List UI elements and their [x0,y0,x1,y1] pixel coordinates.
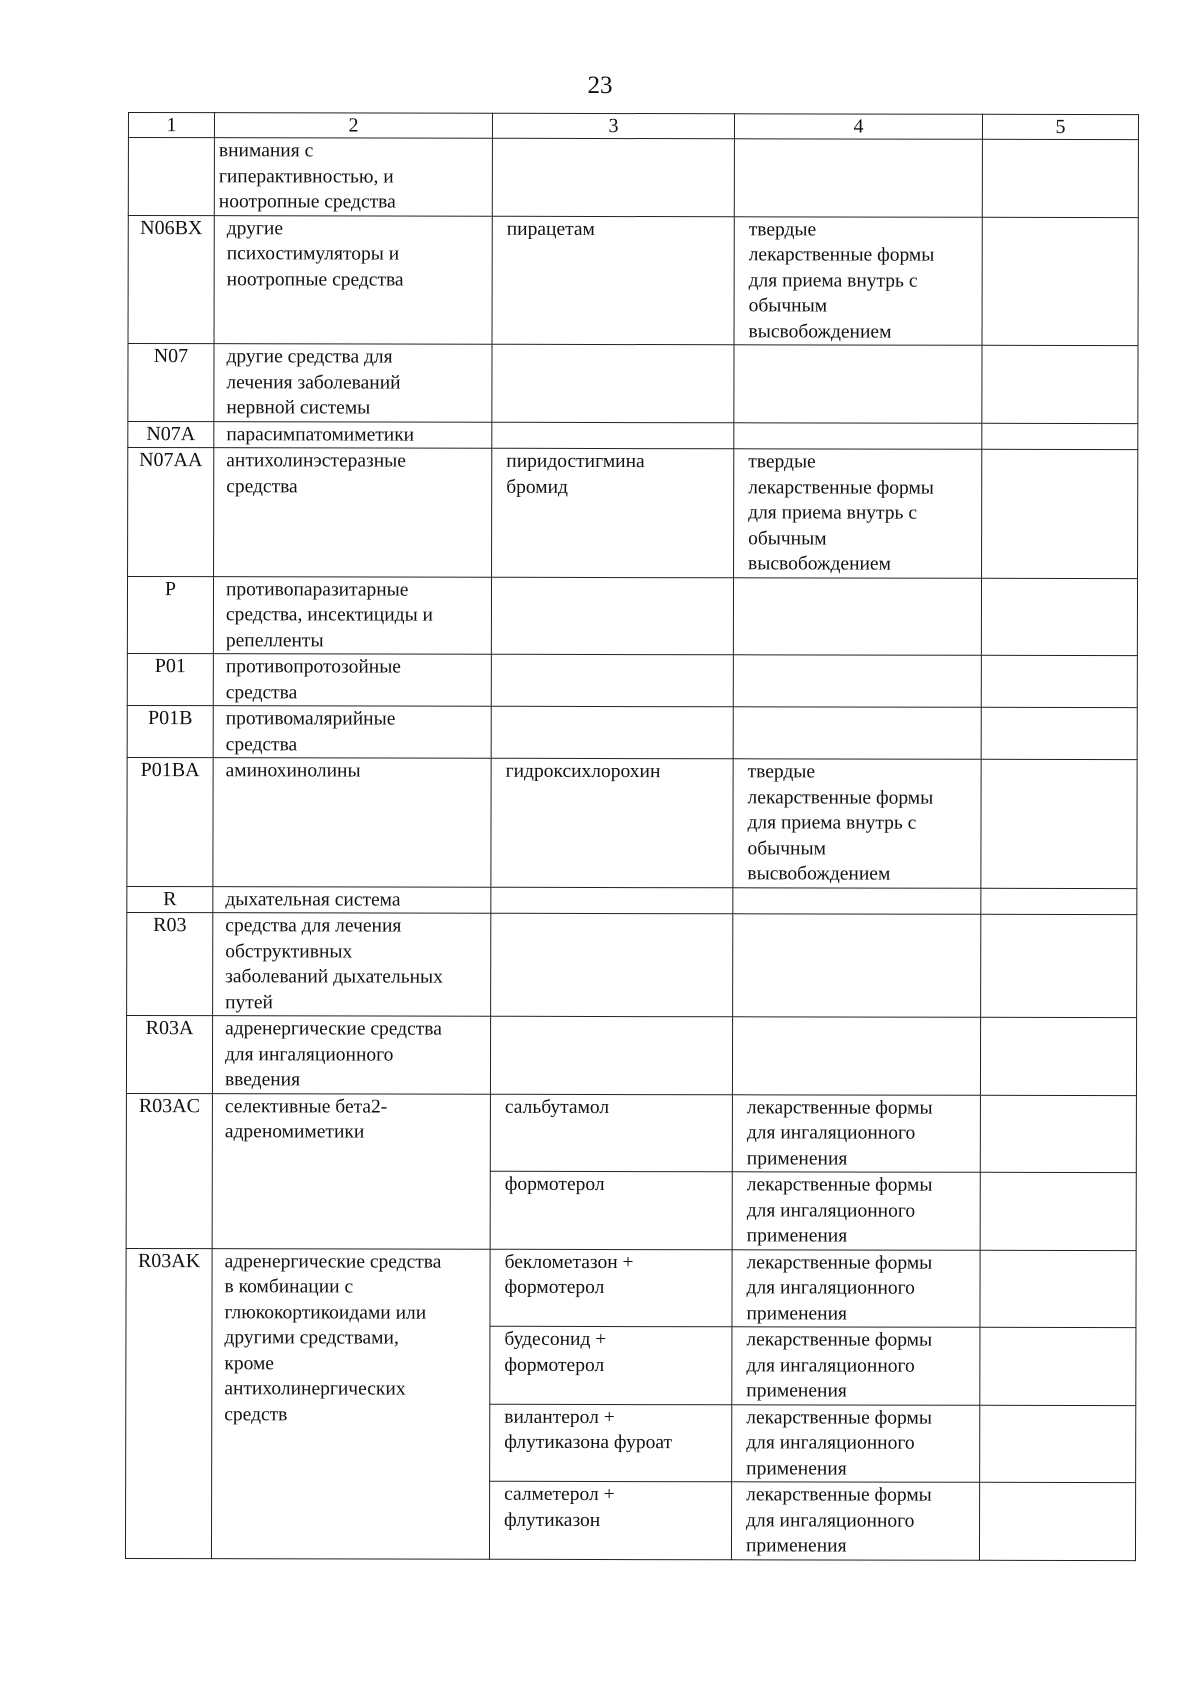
inn-cell-line: вилантерол + [504,1406,615,1428]
header-cell-note: 5 [982,114,1138,139]
form-cell [732,1249,980,1327]
group-cell-line: ноотропные средства [218,191,396,213]
form-cell-line: обычным [748,295,828,317]
table-row [128,138,1138,218]
group-cell-line: средства [226,475,298,497]
group-cell-line: другими средствами, [224,1327,399,1349]
form-cell [732,1094,980,1172]
form-cell [733,577,981,655]
atc-code-cell: N07AA [128,448,214,577]
atc-code-cell: N06BX [128,215,214,344]
form-cell-line: применения [746,1225,848,1247]
inn-cell-line: гидроксихлорохин [505,760,661,783]
table-body [125,113,1138,1561]
note-cell [982,345,1138,423]
inn-cell [491,577,733,655]
note-cell [980,1017,1136,1095]
form-cell-line: высвобождением [748,553,891,575]
inn-cell [490,1171,732,1249]
header-cell-form: 4 [734,114,982,140]
group-cell [211,1248,490,1559]
table-row [127,653,1137,707]
inn-cell [489,1481,731,1559]
group-cell [212,1093,490,1249]
form-cell [732,1017,980,1095]
group-cell-line: другие [226,217,284,239]
inn-cell [492,138,734,216]
header-cell-code: 1 [128,113,214,138]
note-cell [981,759,1137,888]
form-cell [734,216,982,345]
atc-code-cell: R03A [126,1015,212,1093]
form-cell-line: применения [746,1147,848,1170]
page-number: 23 [587,72,613,99]
inn-cell-line: пиридостигмина [506,450,645,473]
form-cell-line: применения [746,1457,847,1480]
group-cell-line: заболеваний дыхательных [225,966,443,988]
form-cell-line: применения [746,1302,848,1325]
group-cell-line: антихолинэстеразные [226,450,406,472]
group-cell-line: репелленты [225,629,324,651]
inn-cell-line: беклометазон + [504,1251,634,1273]
group-cell [212,1016,490,1094]
group-cell-line: противопротозойные [225,656,401,678]
form-cell-line: твердые [748,451,816,473]
table-row [128,421,1138,450]
note-cell [982,423,1138,450]
group-cell [214,138,492,216]
group-cell-line: обструктивных [225,940,353,962]
atc-code-cell: R [127,886,213,913]
table-row [128,448,1138,579]
form-cell-line: применения [745,1535,847,1557]
table-row [126,1093,1136,1173]
table-row [127,705,1137,759]
group-cell-line: психостимуляторы и [226,243,400,265]
inn-cell [490,1016,732,1094]
note-cell [982,449,1138,578]
note-cell [981,914,1137,1017]
form-cell [733,707,981,760]
drug-table [125,112,1139,1561]
form-cell-line: лекарственные формы [746,1096,933,1119]
table-row [127,886,1137,915]
atc-code-cell: R03AC [126,1093,212,1248]
atc-code-cell: N07A [128,421,214,448]
group-cell-line: селективные бета2- [224,1095,388,1118]
form-cell [733,887,981,914]
note-cell [980,1250,1136,1328]
group-cell-line: ноотропные средства [226,268,404,291]
group-cell [214,215,492,344]
inn-cell [491,706,733,759]
inn-cell [491,758,733,887]
group-cell-line: антихолинергических [224,1378,406,1400]
group-cell-line: средства [225,681,298,703]
atc-code-cell: R03 [127,912,213,1015]
group-cell-line: путей [225,991,273,1013]
inn-cell [492,448,734,577]
form-cell-line: лекарственные формы [746,1406,932,1429]
group-cell [213,913,491,1017]
form-cell-line: высвобождением [748,320,892,343]
inn-cell [492,422,734,449]
form-cell-line: для приема внутрь с [748,502,918,524]
inn-cell [492,216,734,345]
group-cell-line: внимания с [218,140,314,162]
table-row [127,757,1137,888]
form-cell-line: обычным [748,527,827,549]
header-cell-inn: 3 [492,113,734,139]
group-cell-line: средства, инсектициды и [225,604,434,626]
group-cell [214,344,492,422]
note-cell [981,655,1137,707]
header-row [128,113,1138,140]
inn-cell [491,654,733,707]
form-cell-line: твердые [747,761,816,783]
form-cell-line: твердые [748,218,817,240]
form-cell [734,345,982,423]
form-cell [732,1404,980,1482]
form-cell-line: лекарственные формы [746,1174,933,1196]
group-cell-line: гиперактивностью, и [218,165,394,188]
group-cell-line: дыхательная система [225,888,401,911]
atc-code-cell: P01BA [127,757,213,886]
inn-cell [490,1249,732,1327]
form-cell-line: для ингаляционного [746,1277,915,1299]
inn-cell-line: формотерол [504,1354,605,1376]
group-cell-line: адренергические средства [224,1250,442,1273]
table-row [127,912,1137,1017]
group-cell-line: нервной системы [226,397,371,419]
form-cell-line: обычным [747,837,826,859]
table-row [126,1248,1136,1328]
note-cell [979,1482,1135,1560]
group-cell-line: парасимпатомиметики [226,423,415,446]
form-cell-line: применения [746,1380,847,1402]
inn-cell [490,1326,732,1404]
atc-code-cell: P01B [127,705,213,757]
form-cell-line: для ингаляционного [746,1122,916,1144]
form-cell [733,655,981,708]
group-cell [213,706,491,759]
form-cell-line: лекарственные формы [746,1251,933,1274]
table-row [128,344,1138,424]
atc-code-cell [128,138,214,216]
inn-cell-line: формотерол [504,1276,605,1299]
inn-cell-line: пирацетам [506,218,595,240]
inn-cell-line: салметерол + [504,1483,615,1506]
form-cell [734,449,982,578]
group-cell-line: аминохинолины [225,760,361,782]
note-cell [982,139,1138,217]
form-cell [734,422,982,449]
inn-cell-line: будесонид + [504,1328,607,1351]
inn-cell-line: сальбутамол [504,1096,610,1118]
note-cell [981,707,1137,759]
group-cell [213,654,491,707]
form-cell-line: для ингаляционного [746,1432,915,1454]
group-cell-line: противопаразитарные [225,578,409,601]
form-cell [731,1482,979,1560]
atc-code-cell: N07 [128,344,214,422]
form-cell [732,1327,980,1405]
group-cell [214,448,492,577]
form-cell-line: для ингаляционного [746,1199,916,1222]
form-cell-line: лекарственные формы [747,786,934,809]
form-cell-line: высвобождением [747,863,891,885]
group-cell-line: для ингаляционного [225,1043,394,1066]
form-cell-line: для ингаляционного [746,1354,915,1377]
form-cell [733,914,981,1018]
form-cell-line: для ингаляционного [746,1509,915,1532]
note-cell [980,1095,1136,1173]
atc-code-cell: P [127,576,213,654]
note-cell [982,217,1138,346]
table-row [128,215,1138,346]
group-cell-line: адренергические средства [225,1018,442,1040]
group-cell-line: другие средства для [226,346,393,368]
form-cell-line: для приема внутрь с [747,812,917,834]
group-cell-line: в комбинации с [224,1276,354,1298]
group-cell-line: глюкокортикоидами или [224,1301,427,1324]
form-cell [732,1172,980,1250]
form-cell-line: лекарственные формы [748,476,934,499]
group-cell-line: средства [225,733,298,755]
header-cell-group: 2 [214,113,492,139]
note-cell [980,1327,1136,1405]
group-cell-line: средств [224,1403,288,1425]
inn-cell [492,344,734,422]
group-cell-line: противомалярийные [225,708,396,730]
inn-cell [490,1404,732,1482]
group-cell [213,886,491,913]
note-cell [980,1405,1136,1483]
group-cell-line: адреномиметики [224,1121,365,1143]
inn-cell-line: бромид [506,476,568,498]
note-cell [981,888,1137,915]
group-cell-line: кроме [224,1352,275,1374]
form-cell [733,759,981,888]
inn-cell-line: формотерол [504,1173,605,1196]
form-cell-line: для приема внутрь с [748,269,918,292]
group-cell [213,758,491,887]
group-cell-line: введения [224,1069,301,1091]
inn-cell-line: флутиказона фуроат [504,1431,673,1454]
form-cell-line: лекарственные формы [746,1484,932,1506]
group-cell [213,576,491,654]
inn-cell [490,1094,732,1172]
form-cell-line: лекарственные формы [746,1329,933,1351]
table-row [126,1015,1136,1095]
note-cell [981,578,1137,656]
group-cell-line: лечения заболеваний [226,371,401,394]
group-cell-line: средства для лечения [225,915,402,937]
inn-cell [491,887,733,914]
form-cell [734,139,982,217]
form-cell-line: лекарственные формы [748,244,935,266]
table-row [127,576,1137,656]
group-cell [214,421,492,448]
note-cell [980,1172,1136,1250]
inn-cell-line: флутиказон [504,1509,601,1531]
inn-cell [491,913,733,1017]
atc-code-cell: R03AK [125,1248,212,1558]
atc-code-cell: P01 [127,653,213,705]
